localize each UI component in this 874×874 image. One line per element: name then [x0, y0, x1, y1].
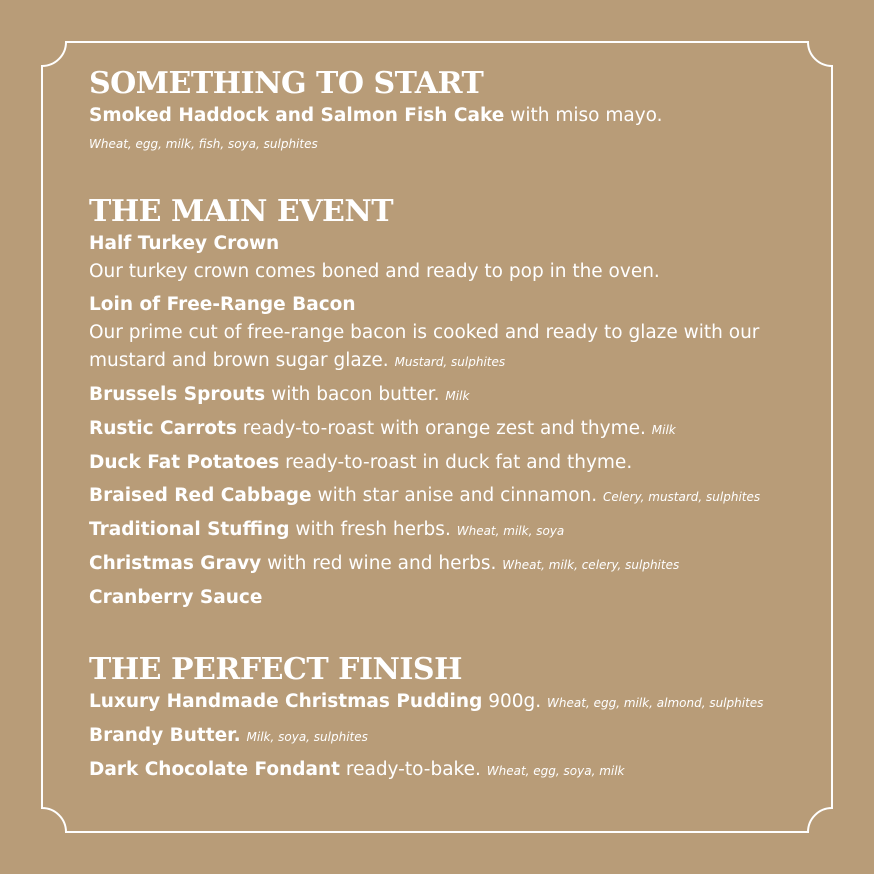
item-name: Christmas Gravy: [89, 553, 262, 574]
item-allergens: Wheat, milk, celery, sulphites: [502, 558, 680, 572]
item-allergens: Wheat, egg, milk, fish, soya, sulphites: [89, 137, 318, 151]
item-allergens: Wheat, milk, soya: [456, 524, 565, 538]
item-name: Luxury Handmade Christmas Pudding: [89, 691, 483, 712]
item-allergens: Milk: [651, 423, 676, 437]
menu-item-fish-cake: [89, 102, 809, 130]
menu-item-sprouts: [89, 381, 809, 410]
item-description: 900g.: [482, 691, 542, 712]
section-title-main: THE MAIN EVENT: [89, 194, 394, 229]
menu-item-gravy: [89, 550, 809, 579]
item-allergens: Milk, soya, sulphites: [246, 730, 368, 744]
item-name: Duck Fat Potatoes: [89, 452, 280, 473]
menu: [89, 66, 809, 785]
section-title-dessert: THE PERFECT FINISH: [89, 652, 462, 687]
item-name: Rustic Carrots: [89, 418, 237, 439]
item-description: ready-to-bake.: [340, 759, 481, 780]
item-name: Traditional Stuffing: [89, 519, 290, 540]
item-name: Loin of Free-Range Bacon: [89, 294, 356, 315]
item-name: Brussels Sprouts: [89, 384, 266, 405]
menu-item-bacon-desc: [89, 319, 809, 376]
menu-item-cabbage: [89, 482, 809, 511]
section-title-starter: SOMETHING TO START: [89, 66, 484, 101]
menu-item-potatoes: [89, 449, 809, 477]
item-name: Half Turkey Crown: [89, 233, 280, 254]
item-name: Dark Chocolate Fondant: [89, 759, 341, 780]
item-description: with red wine and herbs.: [261, 553, 497, 574]
menu-item-brandy-butter: [89, 722, 809, 751]
item-allergens: Wheat, egg, milk, almond, sulphites: [547, 696, 764, 710]
item-allergens: Mustard, sulphites: [394, 355, 506, 369]
item-description: Our prime cut of free-range bacon is cooked and ready to glaze with our mustard and brown sugar glaze.: [89, 322, 760, 371]
menu-item-pudding: [89, 688, 809, 717]
menu-item-bacon-name: [89, 291, 809, 319]
item-description: ready-to-roast in duck fat and thyme.: [279, 452, 633, 473]
menu-item-turkey-name: [89, 230, 809, 258]
item-description: Our turkey crown comes boned and ready to pop in the oven.: [89, 261, 660, 282]
item-description: with star anise and cinnamon.: [311, 485, 598, 506]
item-description: with miso mayo.: [504, 105, 663, 126]
item-allergens: Celery, mustard, sulphites: [603, 490, 761, 504]
menu-item-fondant: [89, 756, 809, 785]
item-name: Cranberry Sauce: [89, 587, 263, 608]
item-allergens: Wheat, egg, soya, milk: [486, 764, 625, 778]
menu-item-carrots: [89, 415, 809, 444]
item-description: with fresh herbs.: [289, 519, 451, 540]
item-description: with bacon butter.: [265, 384, 440, 405]
item-name: Brandy Butter.: [89, 725, 241, 746]
item-description: ready-to-roast with orange zest and thyme.: [236, 418, 646, 439]
menu-item-cranberry: [89, 584, 809, 612]
item-name: Smoked Haddock and Salmon Fish Cake: [89, 105, 505, 126]
menu-item-stuffing: [89, 516, 809, 545]
item-allergens: Milk: [445, 389, 470, 403]
item-name: Braised Red Cabbage: [89, 485, 312, 506]
